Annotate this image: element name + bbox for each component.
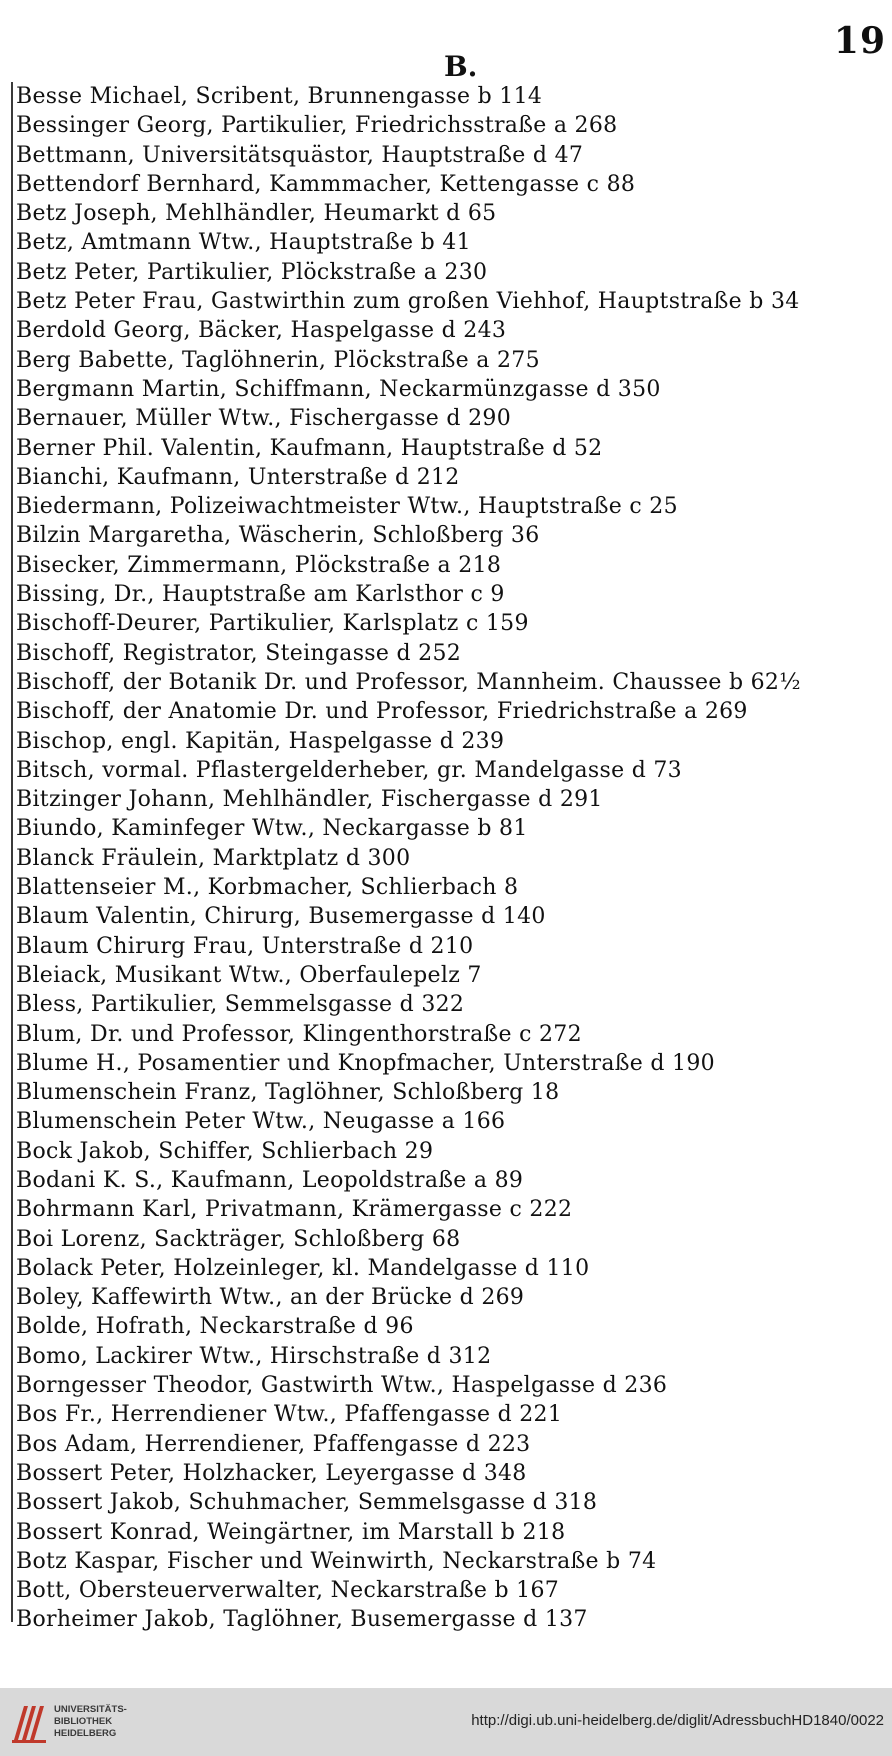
address-entry: Blumenschein Peter Wtw., Neugasse a 166: [16, 1109, 506, 1135]
page-number: 19: [833, 20, 886, 62]
address-entry: Blume H., Posamentier und Knopfmacher, Unterstraße d 190: [16, 1050, 715, 1076]
address-entry: Besse Michael, Scribent, Brunnengasse b 114: [16, 84, 543, 109]
address-entry: Blumenschein Franz, Taglöhner, Schloßberg 18: [16, 1080, 560, 1106]
address-entry: Betz Peter Frau, Gastwirthin zum großen Viehhof, Hauptstraße b 34: [16, 289, 800, 315]
library-name-line-1: UNIVERSITÄTS-: [54, 1704, 127, 1715]
address-entry: Bischoff-Deurer, Partikulier, Karlsplatz c 159: [16, 611, 529, 637]
source-url-link[interactable]: http://digi.ub.uni-heidelberg.de/diglit/AdressbuchHD1840/0022: [471, 1712, 884, 1729]
address-entry: Bock Jakob, Schiffer, Schlierbach 29: [16, 1138, 434, 1164]
address-entry: Borheimer Jakob, Taglöhner, Busemergasse d 137: [16, 1607, 588, 1633]
address-entry: Bischop, engl. Kapitän, Haspelgasse d 239: [16, 728, 505, 754]
address-entry: Bomo, Lackirer Wtw., Hirschstraße d 312: [16, 1343, 492, 1369]
address-entry: Bissing, Dr., Hauptstraße am Karlsthor c 9: [16, 582, 505, 608]
address-entry: Bitzinger Johann, Mehlhändler, Fischergasse d 291: [16, 787, 603, 813]
address-entry: Bischoff, Registrator, Steingasse d 252: [16, 640, 462, 666]
address-entry: Bossert Jakob, Schuhmacher, Semmelsgasse d 318: [16, 1490, 598, 1516]
address-entry: Blattenseier M., Korbmacher, Schlierbach 8: [16, 875, 519, 901]
section-heading: B.: [444, 50, 478, 83]
address-entry: Berg Babette, Taglöhnerin, Plöckstraße a 275: [16, 347, 540, 373]
left-margin-rule: [11, 82, 13, 1622]
address-entry: Bettendorf Bernhard, Kammmacher, Kettengasse c 88: [16, 171, 636, 197]
address-entry: Betz, Amtmann Wtw., Hauptstraße b 41: [16, 230, 471, 256]
address-entry: Borngesser Theodor, Gastwirth Wtw., Haspelgasse d 236: [16, 1373, 668, 1399]
address-entry-list: [16, 82, 882, 1635]
address-entry: Bleiack, Musikant Wtw., Oberfaulepelz 7: [16, 962, 482, 988]
address-entry: Blanck Fräulein, Marktplatz d 300: [16, 845, 411, 871]
address-entry: Bolde, Hofrath, Neckarstraße d 96: [16, 1314, 414, 1340]
address-entry: Blaum Chirurg Frau, Unterstraße d 210: [16, 933, 474, 959]
address-entry: Bisecker, Zimmermann, Plöckstraße a 218: [16, 552, 502, 578]
address-entry: Bilzin Margaretha, Wäscherin, Schloßberg 36: [16, 523, 540, 549]
address-entry: Bos Adam, Herrendiener, Pfaffengasse d 223: [16, 1431, 531, 1457]
address-entry: Botz Kaspar, Fischer und Weinwirth, Neckarstraße b 74: [16, 1548, 657, 1574]
address-entry: Bergmann Martin, Schiffmann, Neckarmünzgasse d 350: [16, 376, 661, 402]
library-name-line-2: BIBLIOTHEK: [54, 1716, 113, 1727]
address-entry: Betz Joseph, Mehlhändler, Heumarkt d 65: [16, 201, 497, 227]
address-entry: Bischoff, der Botanik Dr. und Professor, Mannheim. Chaussee b 62½: [16, 669, 801, 695]
address-entry: Bitsch, vormal. Pflastergelderheber, gr. Mandelgasse d 73: [16, 757, 682, 783]
address-entry: Boley, Kaffewirth Wtw., an der Brücke d 269: [16, 1285, 525, 1311]
address-entry: Bless, Partikulier, Semmelsgasse d 322: [16, 992, 465, 1018]
address-entry: Bossert Peter, Holzhacker, Leyergasse d 348: [16, 1460, 527, 1486]
footer-bar: [0, 1688, 892, 1756]
address-entry: Bossert Konrad, Weingärtner, im Marstall b 218: [16, 1519, 566, 1545]
address-entry: Biundo, Kaminfeger Wtw., Neckargasse b 81: [16, 816, 528, 842]
address-entry: Bernauer, Müller Wtw., Fischergasse d 290: [16, 406, 511, 432]
address-entry: Bott, Obersteuerverwalter, Neckarstraße b 167: [16, 1578, 560, 1604]
address-entry: Bos Fr., Herrendiener Wtw., Pfaffengasse d 221: [16, 1402, 563, 1428]
address-entry: Betz Peter, Partikulier, Plöckstraße a 230: [16, 259, 488, 285]
address-entry: Berdold Georg, Bäcker, Haspelgasse d 243: [16, 318, 507, 344]
address-entry: Berner Phil. Valentin, Kaufmann, Hauptstraße d 52: [16, 435, 603, 461]
address-entry: Boi Lorenz, Sackträger, Schloßberg 68: [16, 1226, 461, 1252]
library-name: [54, 1704, 127, 1740]
address-entry: Bolack Peter, Holzeinleger, kl. Mandelgasse d 110: [16, 1255, 590, 1281]
address-entry: Bodani K. S., Kaufmann, Leopoldstraße a 89: [16, 1167, 524, 1193]
address-entry: Blaum Valentin, Chirurg, Busemergasse d 140: [16, 904, 546, 930]
address-entry: Biedermann, Polizeiwachtmeister Wtw., Hauptstraße c 25: [16, 494, 678, 520]
address-entry: Bischoff, der Anatomie Dr. und Professor, Friedrichstraße a 269: [16, 699, 748, 725]
university-library-logo-icon: [10, 1700, 48, 1744]
address-entry: Bessinger Georg, Partikulier, Friedrichsstraße a 268: [16, 113, 618, 139]
address-entry: Bianchi, Kaufmann, Unterstraße d 212: [16, 464, 460, 490]
library-name-line-3: HEIDELBERG: [54, 1728, 117, 1739]
address-entry: Blum, Dr. und Professor, Klingenthorstraße c 272: [16, 1021, 582, 1047]
address-entry: Bettmann, Universitätsquästor, Hauptstraße d 47: [16, 142, 584, 168]
address-entry: Bohrmann Karl, Privatmann, Krämergasse c 222: [16, 1197, 573, 1223]
